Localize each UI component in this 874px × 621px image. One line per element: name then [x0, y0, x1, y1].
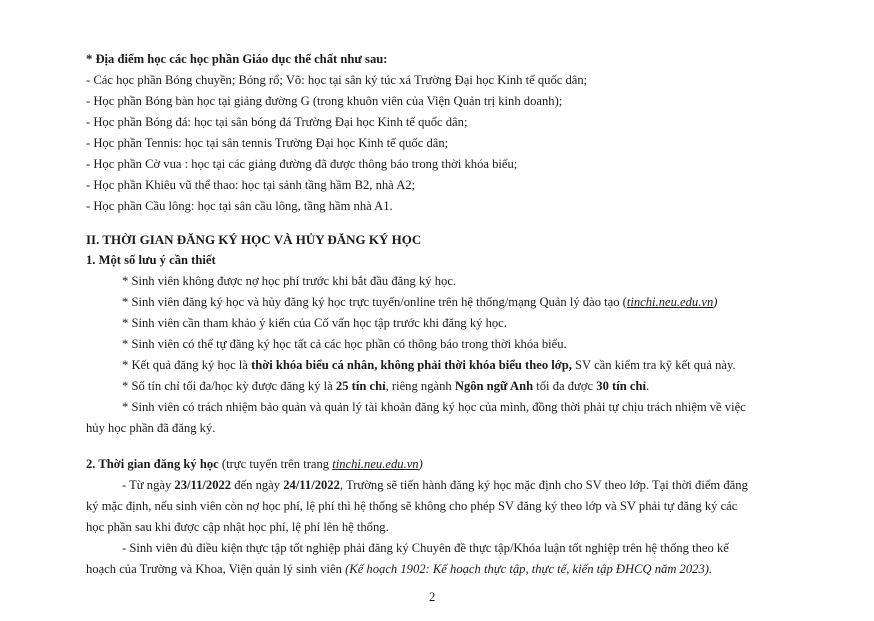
note-text: tối đa được — [533, 379, 597, 393]
pe-item: - Học phần Cờ vua : học tại các giảng đường đã được thông báo trong thời khóa biểu; — [86, 157, 518, 171]
note-text: SV cần kiểm tra kỹ kết quả này. — [571, 358, 736, 372]
subsection-text: (trực tuyến trên trang — [218, 457, 333, 471]
pe-item: - Học phần Khiêu vũ thể thao: học tại sảnh tầng hầm B2, nhà A2; — [86, 178, 416, 192]
note-emphasis: thời khóa biểu cá nhân, không phải thời khóa biểu theo lớp, — [251, 358, 572, 372]
note-line — [122, 378, 649, 394]
subsection-text: ) — [418, 457, 423, 471]
note-emphasis: 25 tín chỉ — [335, 379, 386, 393]
paragraph-line — [122, 477, 748, 493]
paragraph-line: ký mặc định, nếu sinh viên còn nợ học phí, lệ phí thì hệ thống sẽ không cho phép SV đăng ký theo lớp và SV phải tự đăng ký các — [86, 499, 738, 513]
note-text: . — [645, 379, 650, 393]
pe-item: - Học phần Tennis: học tại sân tennis Trường Đại học Kinh tế quốc dân; — [86, 136, 449, 150]
subsection-heading-2 — [86, 456, 423, 472]
pe-item: - Học phần Cầu lông: học tại sân cầu lông, tầng hầm nhà A1. — [86, 199, 393, 213]
paragraph-text: , Trường sẽ tiến hành đăng ký học mặc định cho SV theo lớp. Tại thời điểm đăng — [339, 478, 748, 492]
page-number: 2 — [429, 590, 436, 604]
paragraph-text: hoạch của Trường và Khoa, Viện quản lý sinh viên — [86, 562, 346, 576]
paragraph-text: đến ngày — [231, 478, 284, 492]
paragraph-line — [86, 561, 712, 577]
subsection-heading: 1. Một số lưu ý cần thiết — [86, 253, 216, 267]
plan-reference: (Kế hoạch 1902: Kế hoạch thực tập, thực tế, kiến tập ĐHCQ năm 2023). — [345, 562, 713, 576]
pe-item: - Học phần Bóng bàn học tại giảng đường G (trong khuôn viên của Viện Quản trị kinh doanh); — [86, 94, 563, 108]
subsection-title: 2. Thời gian đăng ký học — [86, 457, 219, 471]
tinchi-link[interactable]: tinchi.neu.edu.vn — [626, 295, 714, 309]
tinchi-link[interactable]: tinchi.neu.edu.vn — [332, 457, 419, 471]
note-emphasis: 30 tín chỉ — [596, 379, 646, 393]
note-text: , riêng ngành — [385, 379, 455, 393]
pe-locations-title: * Địa điểm học các học phần Giáo dục thể chất như sau: — [86, 52, 388, 66]
paragraph-text: - Từ ngày — [122, 478, 175, 492]
section-heading: II. THỜI GIAN ĐĂNG KÝ HỌC VÀ HỦY ĐĂNG KÝ HỌC — [86, 232, 422, 247]
pe-item: - Các học phần Bóng chuyền; Bóng rổ; Võ: học tại sân ký túc xá Trường Đại học Kinh tế quốc dân; — [86, 73, 588, 87]
note-line: hủy học phần đã đăng ký. — [86, 421, 216, 435]
paragraph-line: - Sinh viên đủ điều kiện thực tập tốt nghiệp phải đăng ký Chuyên đề thực tập/Khóa luận tốt nghiệp trên hệ thống theo kế — [122, 541, 729, 555]
note-line — [122, 357, 736, 373]
paragraph-line: học phần sau khi được cập nhật học phí, lệ phí lên hệ thống. — [86, 520, 389, 534]
note-line: * Sinh viên không được nợ học phí trước khi bắt đầu đăng ký học. — [122, 274, 457, 288]
note-text: * Sinh viên đăng ký học và hủy đăng ký học trực tuyến/online trên hệ thống/mạng Quản lý đào tạo ( — [122, 295, 627, 309]
note-line — [122, 294, 717, 310]
date-emphasis: 24/11/2022 — [283, 478, 340, 492]
pe-item: - Học phần Bóng đá: học tại sân bóng đá Trường Đại học Kinh tế quốc dân; — [86, 115, 468, 129]
note-text: * Kết quả đăng ký học là — [122, 358, 252, 372]
note-text: * Số tín chỉ tối đa/học kỳ được đăng ký là — [122, 379, 336, 393]
note-line: * Sinh viên có thể tự đăng ký học tất cả các học phần có thông báo trong thời khóa biểu. — [122, 337, 567, 351]
date-emphasis: 23/11/2022 — [174, 478, 232, 492]
note-text: ) — [713, 295, 718, 309]
note-line: * Sinh viên cần tham khảo ý kiến của Cố vấn học tập trước khi đăng ký học. — [122, 316, 507, 330]
note-line: * Sinh viên có trách nhiệm bảo quản và quản lý tài khoản đăng ký học của mình, đồng thời phải tự chịu trách nhiệm về việc — [122, 400, 746, 414]
note-emphasis: Ngôn ngữ Anh — [454, 379, 534, 393]
